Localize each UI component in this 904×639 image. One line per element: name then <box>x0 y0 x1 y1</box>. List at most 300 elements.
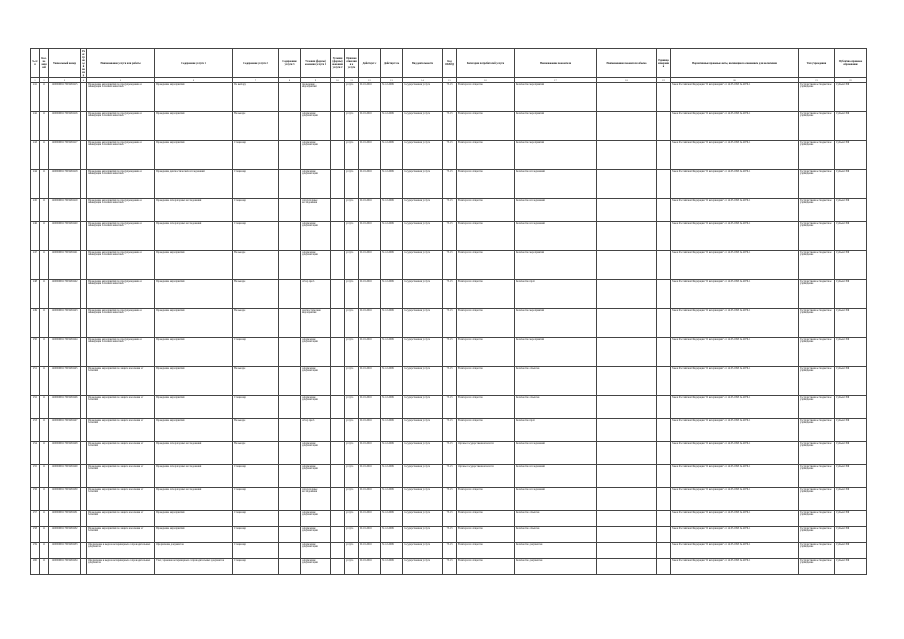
table-cell: Субъект РФ <box>835 488 867 511</box>
table-cell: оформление документации <box>301 527 331 543</box>
table-cell: 12000000117003450427 <box>49 419 81 442</box>
table-cell: Закон Российской Федерации "О ветеринарии" от 14.05.1993 № 4979-1 <box>671 338 799 367</box>
table-cell: Проведение мероприятий по защите населения от болезней <box>87 527 155 543</box>
table-cell: Количество мероприятий <box>515 141 597 170</box>
table-cell: Субъект РФ <box>835 280 867 309</box>
table-cell: Закон Российской Федерации "О ветеринарии" от 14.05.1993 № 4979-1 <box>671 309 799 338</box>
table-cell: Субъект РФ <box>835 465 867 488</box>
table-cell: 258 <box>31 527 40 543</box>
table-cell: 31.12.2099 <box>381 367 403 396</box>
table-cell: 31.12.2099 <box>381 222 403 251</box>
column-number: 8 <box>279 78 301 83</box>
column-number: 3 <box>49 78 81 83</box>
table-cell: Органы государственной власти <box>457 465 515 488</box>
table-cell: В интересах общества <box>457 280 515 309</box>
table-cell: 251 <box>31 367 40 396</box>
table-cell: 12000000117003450433 <box>49 543 81 559</box>
table-cell: В интересах общества <box>457 83 515 112</box>
table-row <box>31 465 867 488</box>
table-row <box>31 199 867 222</box>
table-cell: Стационар <box>233 199 279 222</box>
table-cell: 11 <box>40 170 49 199</box>
table-cell: В интересах общества <box>457 112 515 141</box>
table-cell: 31.12.2099 <box>381 396 403 419</box>
table-cell: 31.12.2099 <box>381 309 403 338</box>
table-cell: Закон Российской Федерации "О ветеринарии" от 14.05.1993 № 4979-1 <box>671 419 799 442</box>
table-cell: государственная услуга <box>403 280 443 309</box>
table-cell: 11 <box>40 559 49 575</box>
table-cell <box>331 511 345 527</box>
table-cell <box>657 338 671 367</box>
column-number: 9 <box>301 78 331 83</box>
table-cell <box>279 488 301 511</box>
table-row <box>31 112 867 141</box>
table-cell: В интересах общества <box>457 367 515 396</box>
table-cell <box>331 442 345 465</box>
registry-sheet <box>30 48 866 575</box>
table-cell: Закон Российской Федерации "О ветеринарии" от 14.05.1993 № 4979-1 <box>671 199 799 222</box>
table-cell: государственная услуга <box>403 222 443 251</box>
table-row <box>31 170 867 199</box>
table-cell: оформление документации <box>301 141 331 170</box>
table-cell: Количество документов <box>515 543 597 559</box>
table-cell: Субъект РФ <box>835 251 867 280</box>
table-cell: 31.12.2099 <box>381 527 403 543</box>
table-cell: 01.01.2016 <box>359 222 381 251</box>
table-cell: 01.01.2016 <box>359 141 381 170</box>
column-number: 20 <box>671 78 799 83</box>
column-number: 4 <box>81 78 87 83</box>
table-cell: 12000000117003450418 <box>49 170 81 199</box>
column-header: Наименование показателя <box>515 49 597 78</box>
table-cell: государственная услуга <box>403 83 443 112</box>
table-cell: Государственное бюджетное учреждение <box>799 112 835 141</box>
table-cell: 75.13 <box>443 141 457 170</box>
table-cell: Государственное бюджетное учреждение <box>799 199 835 222</box>
table-cell: отбор проб <box>301 419 331 442</box>
table-cell: В интересах общества <box>457 543 515 559</box>
table-cell: 01.01.2016 <box>359 543 381 559</box>
table-cell: Стационар <box>233 543 279 559</box>
column-number: 22 <box>835 78 867 83</box>
table-cell: Субъект РФ <box>835 338 867 367</box>
table-cell <box>331 251 345 280</box>
table-cell: Государственное бюджетное учреждение <box>799 511 835 527</box>
table-row <box>31 280 867 309</box>
table-cell: Количество мероприятий <box>515 309 597 338</box>
table-cell: услуга <box>345 199 359 222</box>
table-cell <box>657 222 671 251</box>
table-cell: Закон Российской Федерации "О ветеринарии" от 14.05.1993 № 4979-1 <box>671 251 799 280</box>
table-cell <box>279 543 301 559</box>
table-cell: Субъект РФ <box>835 442 867 465</box>
table-cell: Проведение мероприятий по защите населения от болезней <box>87 396 155 419</box>
table-row <box>31 442 867 465</box>
table-cell <box>279 465 301 488</box>
table-cell <box>279 442 301 465</box>
table-cell: оформление документации <box>301 442 331 465</box>
table-cell <box>331 543 345 559</box>
table-cell: 12000000117003450415 <box>49 83 81 112</box>
table-cell: 11 <box>40 419 49 442</box>
table-cell: Государственное бюджетное учреждение <box>799 83 835 112</box>
table-cell: 75.13 <box>443 338 457 367</box>
table-cell: Субъект РФ <box>835 367 867 396</box>
table-cell: 75.13 <box>443 112 457 141</box>
table-cell: 12000000117003450416 <box>49 112 81 141</box>
table-cell: Количество мероприятий <box>515 338 597 367</box>
table-cell: оформление документации <box>301 511 331 527</box>
table-cell <box>331 559 345 575</box>
column-header: Содержание услуги 1 <box>155 49 233 78</box>
table-cell: По выбору <box>233 83 279 112</box>
column-header: Условия (формы) оказания услуги 1 <box>301 49 331 78</box>
table-cell: 75.13 <box>443 465 457 488</box>
table-cell: В интересах общества <box>457 199 515 222</box>
table-cell: Проведение мероприятий <box>155 396 233 419</box>
table-cell: 11 <box>40 83 49 112</box>
table-cell: оформление документации <box>301 112 331 141</box>
column-number: 13 <box>381 78 403 83</box>
table-cell <box>657 543 671 559</box>
table-cell: В интересах общества <box>457 170 515 199</box>
table-cell: 31.12.2099 <box>381 338 403 367</box>
table-cell: 01.01.2016 <box>359 511 381 527</box>
table-cell: В интересах общества <box>457 141 515 170</box>
table-cell: Субъект РФ <box>835 419 867 442</box>
table-cell: Государственное бюджетное учреждение <box>799 141 835 170</box>
table-cell: 31.12.2099 <box>381 280 403 309</box>
table-cell: 01.01.2016 <box>359 338 381 367</box>
table-cell: 75.13 <box>443 419 457 442</box>
table-cell: Проведение мероприятий <box>155 511 233 527</box>
table-cell: 01.01.2016 <box>359 527 381 543</box>
table-cell: 01.01.2016 <box>359 199 381 222</box>
table-cell: 12000000117003450431 <box>49 511 81 527</box>
table-cell: Проведение лабораторных исследований <box>155 199 233 222</box>
column-number: 11 <box>345 78 359 83</box>
column-header: Тип учреждения <box>799 49 835 78</box>
table-cell <box>657 83 671 112</box>
table-cell <box>279 559 301 575</box>
table-cell <box>597 170 657 199</box>
table-row <box>31 367 867 396</box>
column-number: 5 <box>87 78 155 83</box>
table-cell <box>279 141 301 170</box>
table-cell: 250 <box>31 338 40 367</box>
table-cell: 75.13 <box>443 199 457 222</box>
table-cell: Количество исследований <box>515 465 597 488</box>
table-cell: Субъект РФ <box>835 112 867 141</box>
table-cell: Субъект РФ <box>835 511 867 527</box>
table-cell: Субъект РФ <box>835 527 867 543</box>
table-cell: 11 <box>40 222 49 251</box>
table-cell: 241 <box>31 83 40 112</box>
table-cell: Количество мероприятий <box>515 112 597 141</box>
table-cell: Государственное бюджетное учреждение <box>799 527 835 543</box>
table-cell: Проведение мероприятий по защите населения от болезней <box>87 511 155 527</box>
table-cell: Количество проб <box>515 419 597 442</box>
table-cell: государственная услуга <box>403 527 443 543</box>
table-cell: Проведение мероприятий <box>155 141 233 170</box>
table-cell: 75.13 <box>443 543 457 559</box>
table-row <box>31 511 867 527</box>
table-cell <box>657 280 671 309</box>
table-cell: Проведение мероприятий <box>155 527 233 543</box>
table-cell: Оформление документов <box>155 543 233 559</box>
table-cell: 246 <box>31 222 40 251</box>
table-cell: Проведение мероприятий <box>155 112 233 141</box>
table-cell <box>597 465 657 488</box>
table-cell: Стационар <box>233 488 279 511</box>
table-cell <box>331 83 345 112</box>
table-cell: Государственное бюджетное учреждение <box>799 396 835 419</box>
table-cell: услуга <box>345 419 359 442</box>
table-cell: услуга <box>345 251 359 280</box>
table-cell: 242 <box>31 112 40 141</box>
table-row <box>31 222 867 251</box>
table-cell <box>597 396 657 419</box>
table-cell: Государственное бюджетное учреждение <box>799 543 835 559</box>
table-cell: На выезде <box>233 442 279 465</box>
column-header: Действует по <box>381 49 403 78</box>
table-cell: Закон Российской Федерации "О ветеринарии" от 14.05.1993 № 4979-1 <box>671 543 799 559</box>
table-cell: Закон Российской Федерации "О ветеринарии" от 14.05.1993 № 4979-1 <box>671 396 799 419</box>
table-cell <box>657 309 671 338</box>
table-cell: Оформление и выдача ветеринарных сопроводительных документов <box>87 559 155 575</box>
table-cell <box>331 280 345 309</box>
table-cell: В интересах общества <box>457 309 515 338</box>
table-cell <box>657 396 671 419</box>
table-cell: Количество объектов <box>515 367 597 396</box>
table-row <box>31 488 867 511</box>
column-number: 17 <box>515 78 597 83</box>
table-cell: Закон Российской Федерации "О ветеринарии" от 14.05.1993 № 4979-1 <box>671 488 799 511</box>
table-cell: 75.13 <box>443 367 457 396</box>
table-cell <box>597 280 657 309</box>
table-cell: Проведение мероприятий <box>155 309 233 338</box>
table-cell: Стационар <box>233 527 279 543</box>
table-cell: Количество исследований <box>515 222 597 251</box>
table-cell <box>597 442 657 465</box>
table-cell: Стационар <box>233 170 279 199</box>
table-cell <box>279 338 301 367</box>
table-cell: услуга <box>345 511 359 527</box>
table-cell: Субъект РФ <box>835 141 867 170</box>
table-cell: 259 <box>31 543 40 559</box>
table-cell: государственная услуга <box>403 511 443 527</box>
table-row <box>31 309 867 338</box>
table-cell <box>597 338 657 367</box>
table-cell: На выезде <box>233 367 279 396</box>
column-header: Уникальный номер <box>49 49 81 78</box>
table-cell: 31.12.2099 <box>381 511 403 527</box>
table-cell: 31.12.2099 <box>381 141 403 170</box>
table-cell: 11 <box>40 367 49 396</box>
table-cell: Субъект РФ <box>835 559 867 575</box>
table-cell: Проведение диагностических исследований <box>155 170 233 199</box>
table-cell <box>331 338 345 367</box>
table-cell <box>657 465 671 488</box>
table-cell: 12000000117003450422 <box>49 280 81 309</box>
table-cell: Стационар <box>233 396 279 419</box>
table-cell: Субъект РФ <box>835 83 867 112</box>
table-cell: Закон Российской Федерации "О ветеринарии" от 14.05.1993 № 4979-1 <box>671 141 799 170</box>
table-cell <box>279 309 301 338</box>
table-cell: 245 <box>31 199 40 222</box>
table-cell: В интересах общества <box>457 559 515 575</box>
table-cell: В интересах общества <box>457 419 515 442</box>
table-cell: оформление документации <box>301 367 331 396</box>
table-cell: Государственное бюджетное учреждение <box>799 419 835 442</box>
table-cell: лабораторные исследования <box>301 488 331 511</box>
table-cell <box>331 112 345 141</box>
table-cell <box>279 222 301 251</box>
table-cell: Оформление и выдача ветеринарных сопроводительных документов <box>87 543 155 559</box>
table-cell: государственная услуга <box>403 442 443 465</box>
table-cell: Проведение мероприятий по предупреждению и ликвидации болезней животных <box>87 199 155 222</box>
table-cell: Государственное бюджетное учреждение <box>799 367 835 396</box>
table-cell <box>331 199 345 222</box>
table-cell: 01.01.2016 <box>359 396 381 419</box>
table-cell <box>279 83 301 112</box>
column-number: 16 <box>457 78 515 83</box>
table-cell: Количество мероприятий <box>515 83 597 112</box>
table-cell: услуга <box>345 309 359 338</box>
column-header: Нормативные правовые акты, являющиеся основанием для включения <box>671 49 799 78</box>
table-cell: Органы государственной власти <box>457 442 515 465</box>
table-cell: 260 <box>31 559 40 575</box>
table-cell: услуга <box>345 83 359 112</box>
table-cell: На выезде <box>233 251 279 280</box>
table-cell: услуга <box>345 442 359 465</box>
table-cell: 31.12.2099 <box>381 543 403 559</box>
table-row <box>31 141 867 170</box>
table-cell: государственная услуга <box>403 488 443 511</box>
table-cell: 75.13 <box>443 222 457 251</box>
table-cell: 243 <box>31 141 40 170</box>
table-cell: услуга <box>345 280 359 309</box>
table-cell: 11 <box>40 112 49 141</box>
table-cell: Проведение мероприятий по предупреждению и ликвидации болезней животных <box>87 280 155 309</box>
table-row <box>31 559 867 575</box>
table-cell: 244 <box>31 170 40 199</box>
table-cell: 11 <box>40 442 49 465</box>
table-cell: Стационар <box>233 559 279 575</box>
table-cell: 01.01.2016 <box>359 367 381 396</box>
table-cell: 31.12.2099 <box>381 465 403 488</box>
table-cell: 75.13 <box>443 170 457 199</box>
table-row <box>31 543 867 559</box>
table-cell: 11 <box>40 338 49 367</box>
table-cell: 248 <box>31 280 40 309</box>
table-cell: 31.12.2099 <box>381 112 403 141</box>
table-cell: Проведение мероприятий по защите населения от болезней <box>87 465 155 488</box>
table-cell: Государственное бюджетное учреждение <box>799 309 835 338</box>
table-cell: оформление документации <box>301 396 331 419</box>
table-cell: Государственное бюджетное учреждение <box>799 559 835 575</box>
table-cell: услуга <box>345 141 359 170</box>
table-cell: 31.12.2099 <box>381 199 403 222</box>
table-cell: 12000000117003450417 <box>49 141 81 170</box>
table-cell: 12000000117003450425 <box>49 367 81 396</box>
table-cell: Закон Российской Федерации "О ветеринарии" от 14.05.1993 № 4979-1 <box>671 280 799 309</box>
table-cell <box>597 112 657 141</box>
table-cell: государственная услуга <box>403 251 443 280</box>
column-number: 12 <box>359 78 381 83</box>
table-cell <box>331 309 345 338</box>
table-cell: 01.01.2016 <box>359 419 381 442</box>
table-cell <box>657 367 671 396</box>
table-cell: 249 <box>31 309 40 338</box>
table-cell: Проведение мероприятий по предупреждению и ликвидации болезней животных <box>87 338 155 367</box>
table-cell: Проведение мероприятий по предупреждению и ликвидации болезней животных <box>87 251 155 280</box>
table-cell: Проведение мероприятий <box>155 83 233 112</box>
table-cell: 12000000117003450420 <box>49 222 81 251</box>
table-cell: Государственное бюджетное учреждение <box>799 280 835 309</box>
table-cell: 31.12.2099 <box>381 170 403 199</box>
table-cell: В интересах общества <box>457 251 515 280</box>
table-cell: Закон Российской Федерации "О ветеринарии" от 14.05.1993 № 4979-1 <box>671 559 799 575</box>
table-cell: В интересах общества <box>457 511 515 527</box>
column-number: 19 <box>657 78 671 83</box>
table-cell: государственная услуга <box>403 309 443 338</box>
table-cell: 11 <box>40 543 49 559</box>
table-cell: Проведение лабораторных исследований <box>155 465 233 488</box>
table-cell: Проведение мероприятий <box>155 280 233 309</box>
table-cell: Количество исследований <box>515 488 597 511</box>
table-cell: оформление документации <box>301 465 331 488</box>
table-cell: услуга <box>345 559 359 575</box>
table-cell <box>331 527 345 543</box>
table-cell: услуга <box>345 527 359 543</box>
column-number: 14 <box>403 78 443 83</box>
table-cell: 31.12.2099 <box>381 419 403 442</box>
table-cell: 75.13 <box>443 442 457 465</box>
table-cell <box>331 465 345 488</box>
table-cell: Стационар <box>233 511 279 527</box>
table-cell: Субъект РФ <box>835 309 867 338</box>
table-cell: Субъект РФ <box>835 170 867 199</box>
table-cell: 31.12.2099 <box>381 559 403 575</box>
table-cell: 255 <box>31 465 40 488</box>
table-cell: Проведение мероприятий по предупреждению и ликвидации болезней животных <box>87 83 155 112</box>
table-cell: государственная услуга <box>403 559 443 575</box>
registry-table <box>30 48 867 575</box>
column-number: 7 <box>233 78 279 83</box>
table-cell <box>331 488 345 511</box>
table-cell: Количество исследований <box>515 170 597 199</box>
table-cell: 11 <box>40 199 49 222</box>
table-cell: Закон Российской Федерации "О ветеринарии" от 14.05.1993 № 4979-1 <box>671 442 799 465</box>
table-cell: 01.01.2016 <box>359 251 381 280</box>
table-cell: На выезде <box>233 419 279 442</box>
table-cell: Стационар <box>233 338 279 367</box>
table-cell: На выезде <box>233 280 279 309</box>
table-cell: 75.13 <box>443 527 457 543</box>
column-number: 6 <box>155 78 233 83</box>
table-cell: услуга <box>345 367 359 396</box>
table-cell: Государственное бюджетное учреждение <box>799 488 835 511</box>
header-row <box>31 49 867 78</box>
table-cell: лабораторные исследования <box>301 199 331 222</box>
table-cell <box>331 419 345 442</box>
table-cell <box>279 367 301 396</box>
table-cell: оформление документации <box>301 170 331 199</box>
column-header: Наименование услуги или работы <box>87 49 155 78</box>
column-header: № п/п <box>31 49 40 78</box>
table-cell: Проведение мероприятий <box>155 419 233 442</box>
